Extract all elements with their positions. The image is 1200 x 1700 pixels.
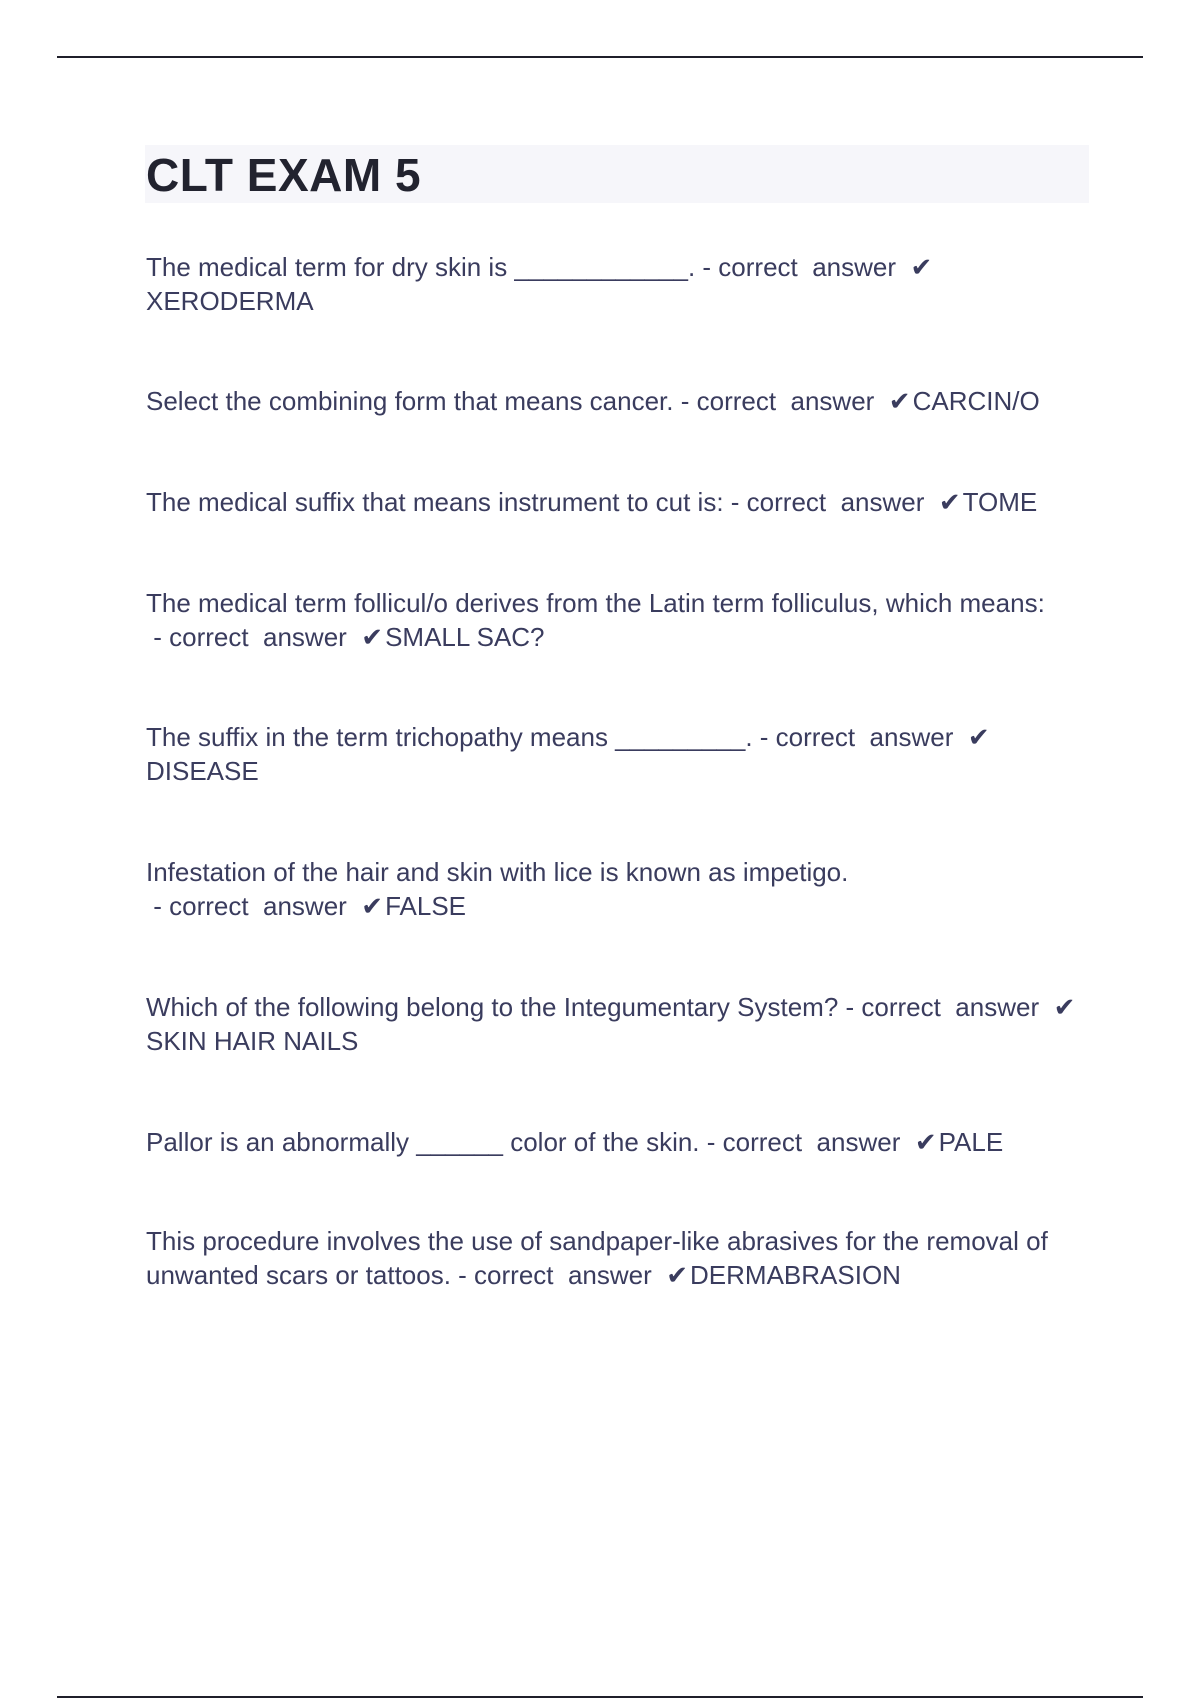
top-rule (57, 56, 1143, 58)
answer-text: FALSE (385, 891, 467, 921)
answer-text: DISEASE (146, 756, 259, 786)
question-text: Infestation of the hair and skin with lice is known as impetigo. (146, 857, 849, 887)
question-text: The medical term follicul/o derives from the Latin term folliculus, which means: (146, 588, 1045, 618)
answer-text: DERMABRASION (690, 1260, 901, 1290)
correct-answer-label: - correct answer (752, 722, 968, 752)
correct-answer-label: - correct answer (723, 487, 939, 517)
question-text: The medical suffix that means instrument to cut is: (146, 487, 724, 517)
qa-item-1 (146, 250, 946, 318)
qa-item-8 (146, 1125, 1096, 1159)
correct-answer-label: - correct answer (699, 1127, 915, 1157)
answer-text: XERODERMA (146, 286, 314, 316)
correct-answer-label: - correct answer (695, 252, 911, 282)
checkmark-icon: ✔ (1053, 992, 1076, 1022)
question-text: The medical term for dry skin is ____________. (146, 252, 696, 282)
checkmark-icon: ✔ (914, 1127, 937, 1157)
checkmark-icon: ✔ (967, 722, 990, 752)
checkmark-icon: ✔ (938, 487, 961, 517)
correct-answer-label: - correct answer (146, 891, 362, 921)
correct-answer-label: - correct answer (450, 1260, 667, 1290)
qa-item-9 (146, 1224, 1096, 1292)
answer-text: SKIN HAIR NAILS (146, 1026, 359, 1056)
answer-text: PALE (938, 1127, 1004, 1157)
correct-answer-label: - correct answer (146, 622, 362, 652)
checkmark-icon: ✔ (666, 1260, 689, 1290)
bottom-rule (57, 1696, 1143, 1698)
qa-item-6 (146, 855, 1006, 923)
qa-item-5 (146, 720, 1006, 788)
checkmark-icon: ✔ (888, 386, 911, 416)
correct-answer-label: - correct answer (838, 992, 1054, 1022)
question-text: Select the combining form that means cancer. (146, 386, 674, 416)
checkmark-icon: ✔ (361, 891, 384, 921)
checkmark-icon: ✔ (361, 622, 384, 652)
checkmark-icon: ✔ (910, 252, 933, 282)
qa-item-3 (146, 485, 1096, 519)
question-text: This procedure involves the use of sandpaper-like abrasives for the removal of unwanted scars or tattoos. (146, 1226, 1048, 1290)
page-title: CLT EXAM 5 (146, 149, 422, 201)
question-text: Which of the following belong to the Integumentary System? (146, 992, 839, 1022)
qa-item-2 (146, 384, 1096, 418)
question-text: Pallor is an abnormally ______ color of the skin. (146, 1127, 700, 1157)
answer-text: CARCIN/O (912, 386, 1040, 416)
answer-text: TOME (962, 487, 1038, 517)
qa-item-7 (146, 990, 1096, 1058)
answer-text: SMALL SAC? (385, 622, 545, 652)
correct-answer-label: - correct answer (673, 386, 889, 416)
qa-item-4 (146, 586, 1096, 654)
question-text: The suffix in the term trichopathy means _________. (146, 722, 753, 752)
